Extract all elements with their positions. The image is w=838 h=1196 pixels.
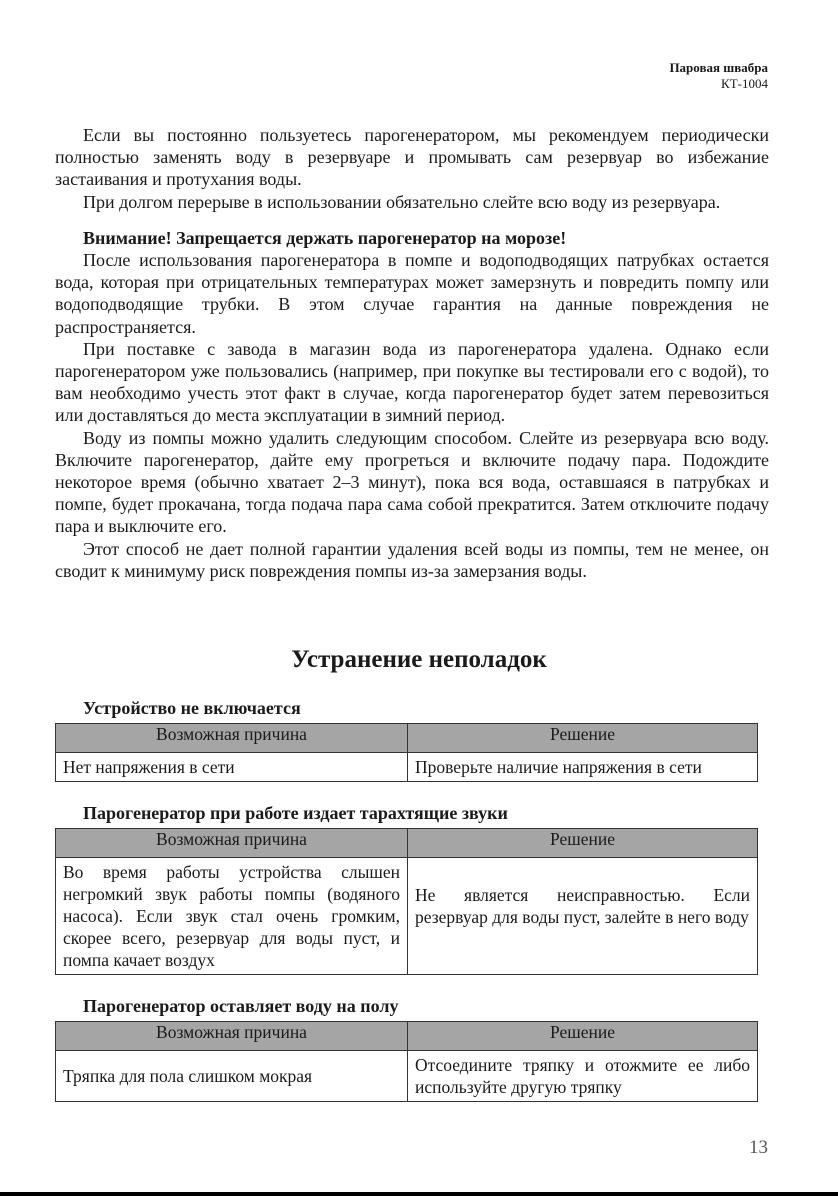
table-row (56, 753, 758, 782)
table-row (56, 1051, 758, 1102)
column-header-solution: Решение (408, 724, 758, 753)
paragraph: При долгом перерыве в использовании обязательно слейте всю воду из резервуара. (83, 191, 721, 212)
solution-cell: Не является неисправностью. Если резервуар для воды пуст, залейте в него воду (408, 858, 758, 975)
table-heading: Парогенератор при работе издает тарахтящие звуки (83, 803, 508, 823)
bottom-divider (0, 1192, 838, 1196)
troubleshooting-table (55, 723, 758, 782)
body-text (55, 124, 769, 582)
product-title: Паровая швабра (669, 60, 768, 75)
column-header-solution: Решение (408, 1022, 758, 1051)
column-header-cause: Возможная причина (56, 1022, 408, 1051)
paragraph: Этот способ не дает полной гарантии удаления всей воды из помпы, тем не менее, он сводит к минимуму риск повреждения помпы из-за замерзания воды. (55, 538, 769, 581)
paragraph: После использования парогенератора в помпе и водоподводящих патрубках остается вода, которая при отрицательных температурах может замерзнуть и повредить помпу или водоподводящие трубки. В этом случае гарантия на данные повреждения не распространяется. (55, 250, 769, 337)
table-heading: Парогенератор оставляет воду на полу (83, 996, 399, 1016)
paragraph: Воду из помпы можно удалить следующим способом. Слейте из резервуара всю воду. Включите парогенератор, дайте ему прогреться и включите подачу пара. Подождите некоторое время (обычно хватает 2–3 минут), пока вся вода, оставшаяся в патрубках и помпе, будет прокачана, тогда подача пара сама собой прекратится. Затем отключите подачу пара и выключите его. (55, 427, 769, 537)
cause-cell: Нет напряжения в сети (56, 753, 408, 782)
table-row (56, 858, 758, 975)
paragraph: Если вы постоянно пользуетесь парогенератором, мы рекомендуем периодически полностью заменять воду в резервуаре и промывать сам резервуар во избежание застаивания и протухания воды. (55, 125, 769, 190)
troubleshooting-table (55, 828, 758, 975)
page-number: 13 (749, 1137, 768, 1158)
column-header-cause: Возможная причина (56, 724, 408, 753)
section-title: Устранение неполадок (291, 646, 547, 673)
troubleshooting-table (55, 1021, 758, 1102)
solution-cell: Проверьте наличие напряжения в сети (408, 753, 758, 782)
table-heading: Устройство не включается (83, 698, 301, 718)
model-number: КТ-1004 (721, 76, 768, 91)
paragraph: При поставке с завода в магазин вода из парогенератора удалена. Однако если парогенератором уже пользовались (например, при покупке вы тестировали его с водой), то вам необходимо учесть этот факт в случае, когда парогенератор будет затем перевозиться или доставляться до места эксплуатации в зимний период. (55, 338, 769, 426)
warning-heading: Внимание! Запрещается держать парогенератор на морозе! (83, 227, 567, 248)
solution-cell: Отсоедините тряпку и отожмите ее либо используйте другую тряпку (408, 1051, 758, 1102)
page-header (669, 60, 768, 92)
column-header-solution: Решение (408, 829, 758, 858)
cause-cell: Тряпка для пола слишком мокрая (56, 1051, 408, 1102)
column-header-cause: Возможная причина (56, 829, 408, 858)
cause-cell: Во время работы устройства слышен негромкий звук работы помпы (водяного насоса). Если звук стал очень громким, скорее всего, резервуар для воды пуст, и помпа качает воздух (56, 858, 408, 975)
